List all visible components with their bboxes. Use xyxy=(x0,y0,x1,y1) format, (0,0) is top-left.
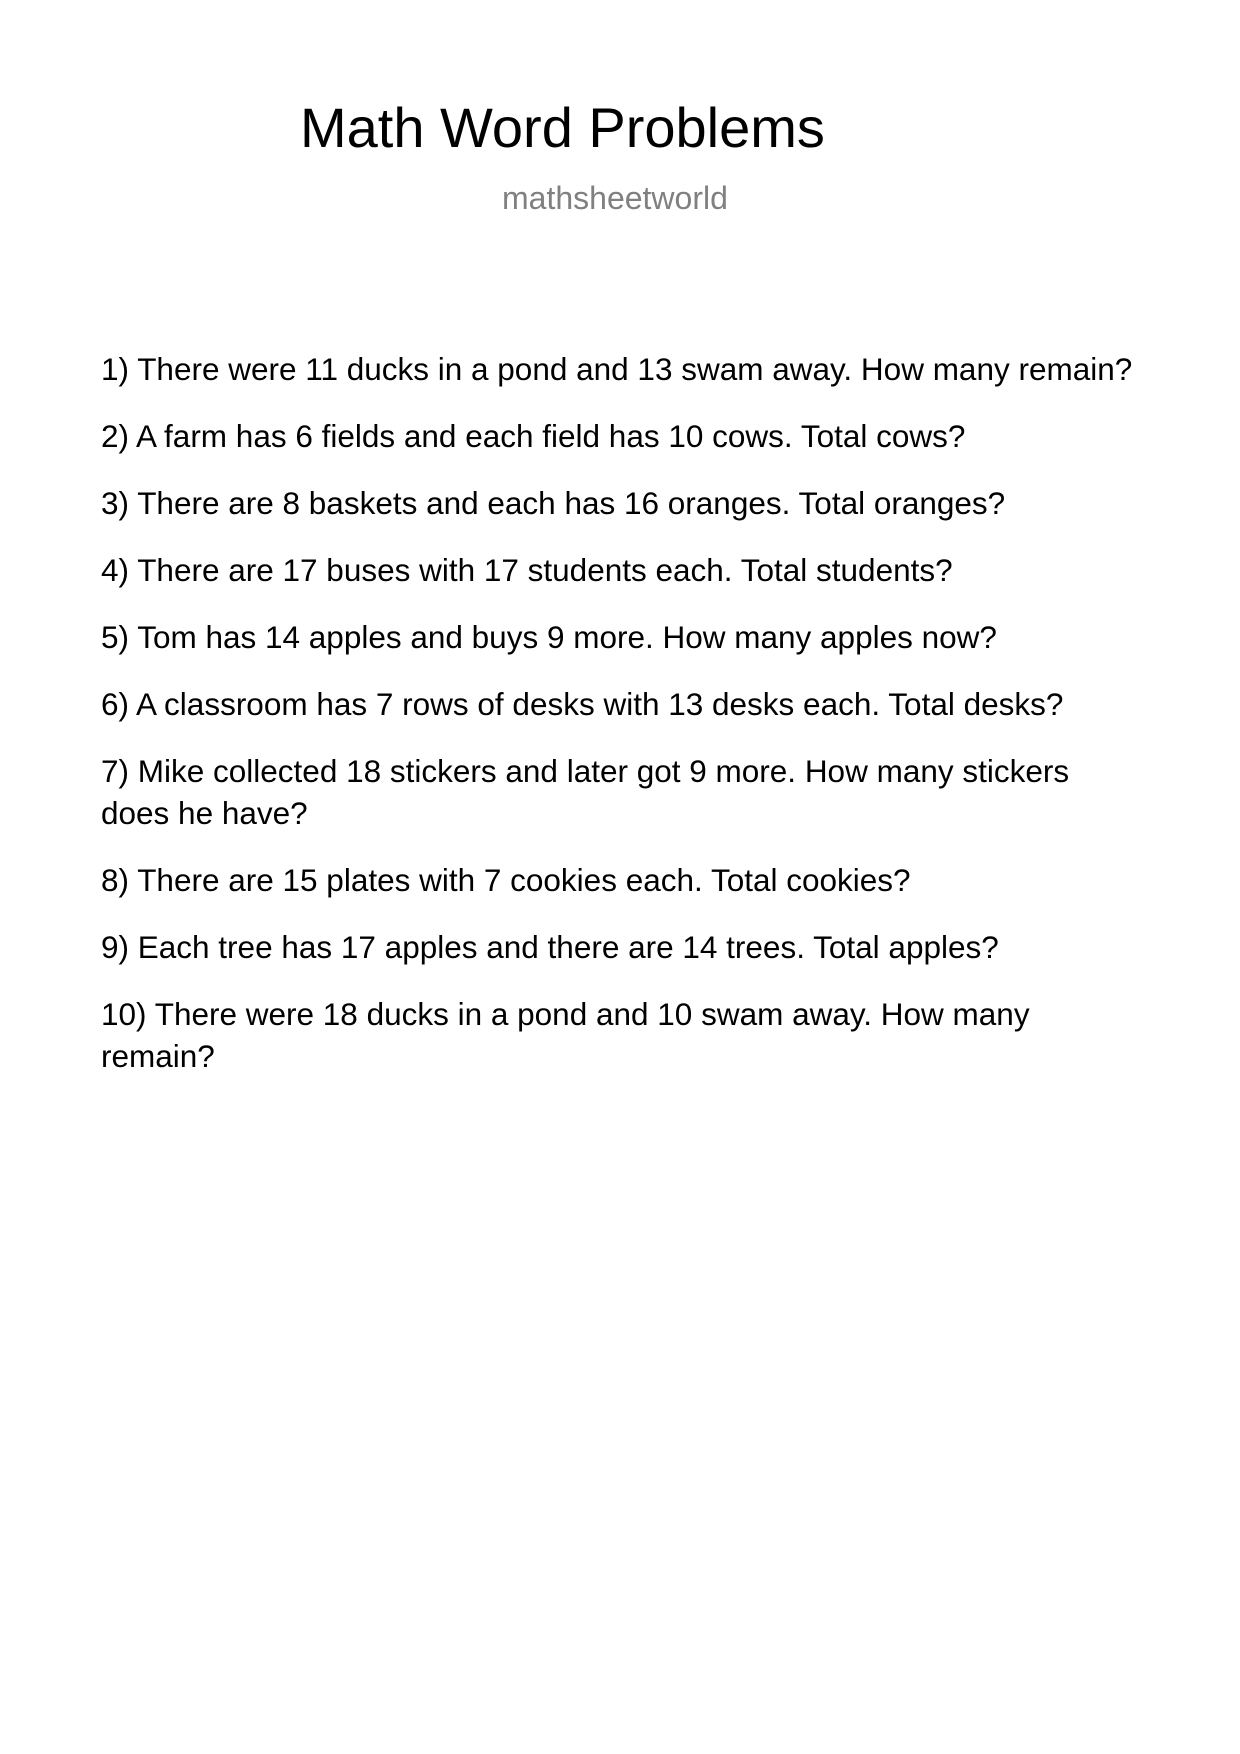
problem-item-7: 7) Mike collected 18 stickers and later got 9 more. How many stickers does he have? xyxy=(101,753,1070,831)
problem-item-2: 2) A farm has 6 fields and each field has 10 cows. Total cows? xyxy=(101,418,966,454)
problem-item-3: 3) There are 8 baskets and each has 16 oranges. Total oranges? xyxy=(101,485,1006,521)
problem-item-4: 4) There are 17 buses with 17 students each. Total students? xyxy=(101,552,953,588)
problem-item-5: 5) Tom has 14 apples and buys 9 more. How many apples now? xyxy=(101,619,997,655)
page-title: Math Word Problems xyxy=(300,96,825,159)
problem-item-1: 1) There were 11 ducks in a pond and 13 swam away. How many remain? xyxy=(101,351,1133,387)
problem-item-6: 6) A classroom has 7 rows of desks with 13 desks each. Total desks? xyxy=(101,686,1064,722)
problem-list xyxy=(101,348,1141,1102)
problem-item-9: 9) Each tree has 17 apples and there are 14 trees. Total apples? xyxy=(101,929,999,965)
problem-item-8: 8) There are 15 plates with 7 cookies each. Total cookies? xyxy=(101,862,911,898)
problem-item-10: 10) There were 18 ducks in a pond and 10 swam away. How many remain? xyxy=(101,996,1030,1074)
page-subtitle: mathsheetworld xyxy=(502,180,728,216)
